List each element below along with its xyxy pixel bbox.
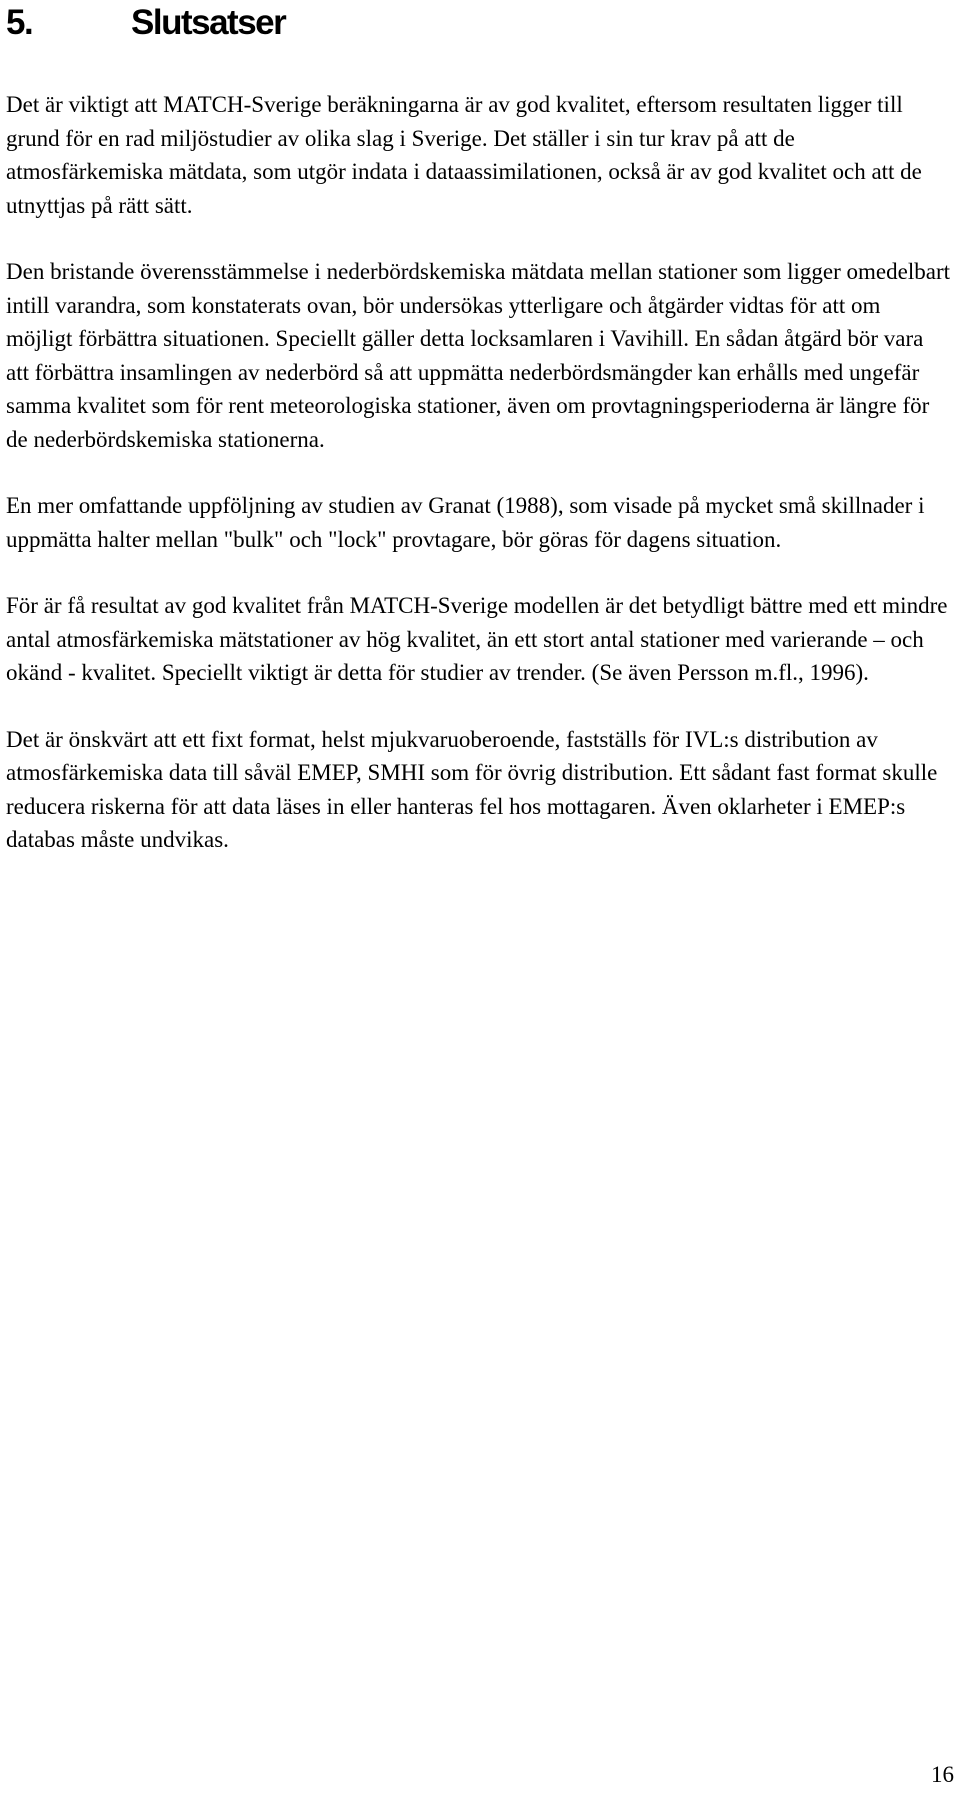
section-heading [6, 0, 285, 46]
section-body [6, 88, 951, 890]
page-number: 16 [931, 1762, 954, 1787]
section-title: Slutsatser [131, 3, 286, 42]
section-number: 5. [6, 3, 33, 42]
paragraph-conclusion-data-format: Det är önskvärt att ett fixt format, helst mjukvaruoberoende, fastställs för IVL:s distribution av atmosfärkemiska data till såväl EMEP, SMHI som för övrig distribution. Ett sådant fast format skulle reducera riskerna för att data läses in eller hanteras fel hos mottagaren. Även oklarheter i EMEP:s databas måste undvikas. [6, 726, 938, 852]
paragraph-conclusion-station-network: För är få resultat av god kvalitet från MATCH-Sverige modellen är det betydligt bättre med ett mindre antal atmosfärkemiska mätstationer av hög kvalitet, än ett stort antal stationer med varierande – och okänd - kvalitet. Speciellt viktigt är detta för studier av trender. (Se även Persson m.fl., 1996). [6, 593, 948, 685]
paragraph-conclusion-quality: Det är viktigt att MATCH-Sverige beräkningarna är av god kvalitet, eftersom resultaten ligger till grund för en rad miljöstudier av olika slag i Sverige. Det ställer i sin tur krav på att de atmosfärkemiska mätdata, som utgör indata i dataassimilationen, också är av god kvalitet och att de utnyttjas på rätt sätt. [6, 92, 922, 218]
paragraph-conclusion-stations: Den bristande överensstämmelse i nederbördskemiska mätdata mellan stationer som ligger omedelbart intill varandra, som konstaterats ovan, bör undersökas ytterligare och åtgärder vidtas för att om möjligt förbättra situationen. Speciellt gäller detta locksamlaren i Vavihill. En sådan åtgärd bör vara att förbättra insamlingen av nederbörd så att uppmätta nederbördsmängder kan erhålls med ungefär samma kvalitet som för rent meteorologiska stationer, även om provtagningsperioderna är längre för de nederbördskemiska stationerna. [6, 259, 950, 452]
paragraph-conclusion-followup: En mer omfattande uppföljning av studien av Granat (1988), som visade på mycket små skillnader i uppmätta halter mellan "bulk" och "lock" provtagare, bör göras för dagens situation. [6, 493, 925, 552]
